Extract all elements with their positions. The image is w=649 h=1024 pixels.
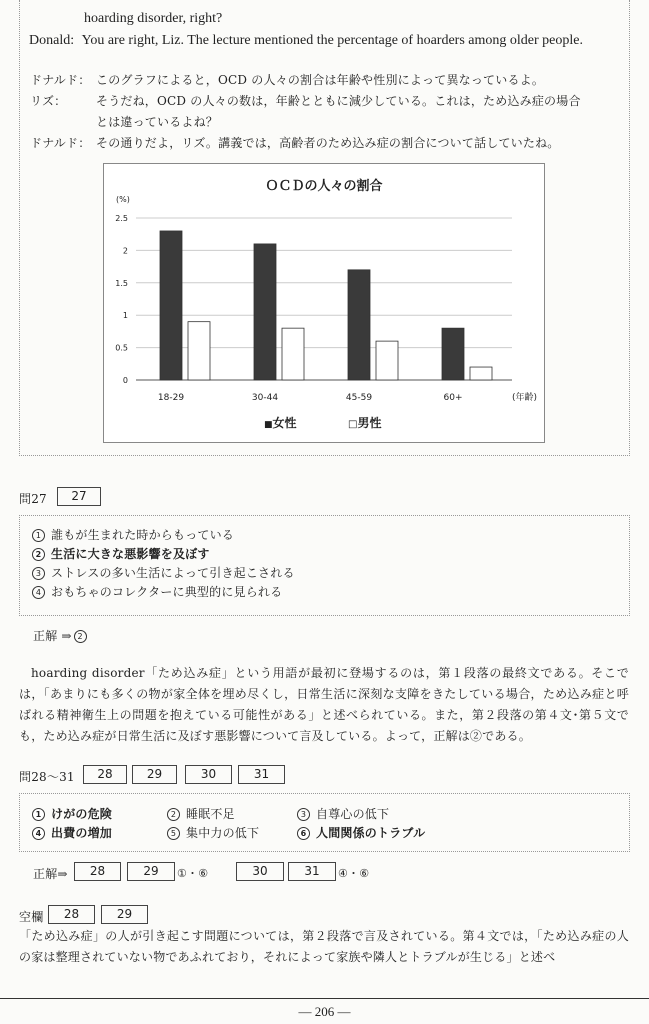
q28-options xyxy=(32,805,622,843)
q27-label: 問27 xyxy=(19,492,47,506)
q28-option-5[interactable]: 5 集中力の低下 xyxy=(167,824,297,843)
bar-女性-30-44 xyxy=(254,244,276,380)
q28-answer-box-29: 29 xyxy=(127,862,175,881)
q27-box[interactable]: 27 xyxy=(57,487,101,506)
q28-option-2[interactable]: 2 睡眠不足 xyxy=(167,805,297,824)
y-tick-label: 2.5 xyxy=(115,214,128,223)
q28-answer-box-30: 30 xyxy=(236,862,284,881)
q28-option-4[interactable]: 4 出費の増加 xyxy=(32,824,167,843)
bar-男性-45-59 xyxy=(376,341,398,380)
blank-explanation: 「ため込み症」の人が引き起こす問題については，第２段落で言及されている。第４文では，「ため込み症の人の家は整理されていない物であふれており，それによって家族や隣人とトラブルが生じる」と述べ xyxy=(19,929,629,964)
q27-answer: 正解 ⇒ 2 xyxy=(33,627,93,644)
chart-panel xyxy=(103,163,545,443)
footer-rule xyxy=(0,998,649,999)
bar-女性-18-29 xyxy=(160,231,182,380)
q28-box-28[interactable]: 28 xyxy=(83,765,127,784)
y-tick-label: 1 xyxy=(122,311,128,321)
q27-option-1[interactable]: 1 誰もが生まれた時からもっている xyxy=(32,526,295,545)
q28-box-31[interactable]: 31 xyxy=(238,765,285,784)
y-tick-label: 1.5 xyxy=(115,278,128,288)
blank-box-29: 29 xyxy=(101,905,148,924)
jp-line-1: ドナルド： このグラフによると，OCD の人々の割合は年齢や性別によって異なっているよ。 xyxy=(30,73,545,87)
chart-xlabel: (年齢) xyxy=(512,393,538,403)
legend-male: □男性 xyxy=(348,416,382,430)
chart-ylabel: (%) xyxy=(116,195,130,204)
x-tick-label: 45-59 xyxy=(345,393,373,403)
q28-option-3[interactable]: 3 自尊心の低下 xyxy=(297,805,389,824)
bar-女性-60+ xyxy=(442,328,464,380)
q28-answer-group1: ①・⑥ xyxy=(177,867,209,880)
explanation-27: hoarding disorder「ため込み症」という用語が最初に登場するのは，第１段落の最終文である。そこでは，「あまりにも多くの物が家全体を埋め尽くし，日常生活に深刻な支障をきたしている場合，ため込み症と呼ばれる精神衛生上の問題を抱えている可能性がある」と述べられている。また，第２段落の第４文･第５文でも，ため込み症が日常生活に及ぼす悪影響について言及している。よって，正解は②である。 xyxy=(19,666,629,743)
q28-answer-group2: ④・⑥ xyxy=(338,867,370,880)
bar-女性-45-59 xyxy=(348,270,370,380)
q28-label: 問28〜31 xyxy=(19,770,75,784)
q28-option-1[interactable]: 1 けがの危険 xyxy=(32,805,167,824)
x-tick-label: 30-44 xyxy=(251,393,279,403)
dialogue-line-0: hoarding disorder, right? xyxy=(84,11,223,26)
jp-dialogue xyxy=(30,70,625,154)
donald-line xyxy=(29,33,583,49)
q28-box-30[interactable]: 30 xyxy=(185,765,232,784)
blank-label: 空欄 xyxy=(19,910,44,924)
y-tick-label: 0 xyxy=(122,376,128,385)
donald-speaker: Donald: xyxy=(29,33,75,48)
legend-female: ■女性 xyxy=(264,416,297,430)
q27-option-3[interactable]: 3 ストレスの多い生活によって引き起こされる xyxy=(32,564,295,583)
q28-answer-label: 正解⇒ xyxy=(33,867,68,881)
jp-line-4: ドナルド： その通りだよ，リズ。講義では，高齢者のため込み症の割合について話していたね。 xyxy=(30,136,560,150)
q28-answer-box-31: 31 xyxy=(288,862,336,881)
q27-options xyxy=(32,526,295,602)
bar-男性-18-29 xyxy=(188,322,210,380)
q27-option-4[interactable]: 4 おもちゃのコレクターに典型的に見られる xyxy=(32,583,295,602)
q28-answer-box-28: 28 xyxy=(74,862,121,881)
q28-option-6[interactable]: 6 人間関係のトラブル xyxy=(297,824,425,843)
x-tick-label: 60+ xyxy=(443,393,463,403)
chart-legend xyxy=(264,415,381,430)
blank-box-28: 28 xyxy=(48,905,95,924)
x-tick-label: 18-29 xyxy=(157,393,185,403)
jp-line-3: とは違っているよね？ xyxy=(96,115,219,129)
q28-box-29[interactable]: 29 xyxy=(132,765,177,784)
chart-title: ＯＣＤの人々の割合 xyxy=(265,179,383,194)
ocd-bar-chart xyxy=(104,164,544,442)
page-number: ― 206 ― xyxy=(298,1004,351,1019)
bar-男性-60+ xyxy=(470,367,492,380)
bar-男性-30-44 xyxy=(282,328,304,380)
q27-option-2[interactable]: 2 生活に大きな悪影響を及ぼす xyxy=(32,545,295,564)
y-tick-label: 0.5 xyxy=(115,343,128,353)
jp-line-2: リズ： そうだね，OCD の人々の数は，年齢とともに減少している。これは，ため込み症の場合 xyxy=(30,94,581,108)
y-tick-label: 2 xyxy=(122,246,128,256)
donald-text: You are right, Liz. The lecture mentioned the percentage of hoarders among older people. xyxy=(81,33,583,48)
